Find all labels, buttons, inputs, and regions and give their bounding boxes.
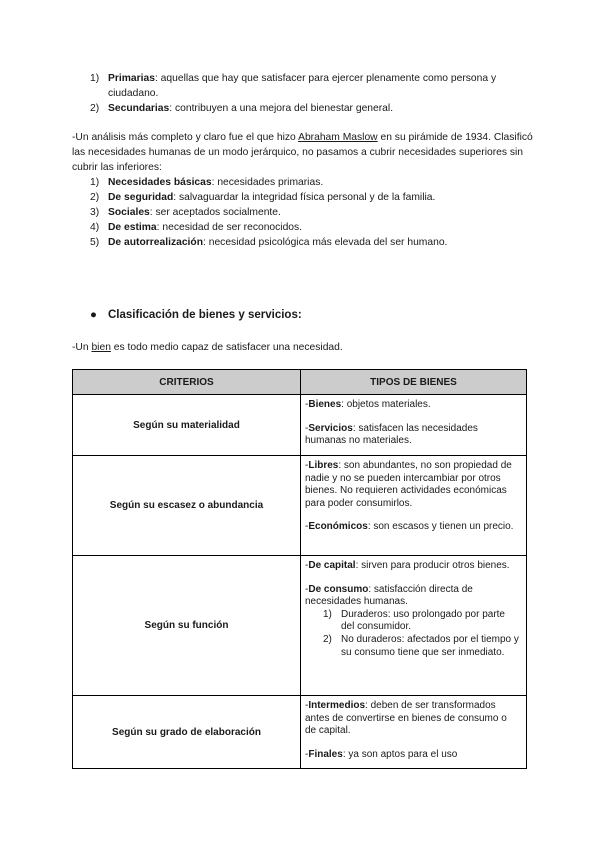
item-prefix: - [305, 460, 309, 471]
needs-primary-secondary-list [72, 71, 542, 116]
item-prefix: - [305, 422, 309, 434]
list-term: Necesidades básicas [108, 177, 212, 188]
list-desc: : aquellas que hay que satisfacer para ejercer plenamente como persona y ciudadano. [108, 73, 497, 99]
tipo-item [305, 423, 520, 448]
item-term: De capital [308, 560, 356, 571]
list-term: De autorrealización [108, 237, 203, 248]
item-desc: : son abundantes, no son propiedad de nadie y no se pueden intercambiar por otros bienes. No requieren actividades económicas para poder consumirlos. [305, 460, 512, 509]
maslow-list [72, 175, 542, 250]
sub-text: Duraderos: uso prolongado por parte del consumidor. [341, 608, 505, 633]
list-desc: : necesidad de ser reconocidos. [156, 222, 303, 233]
criterio-cell: Según su función [73, 556, 301, 696]
criterio-cell: Según su escasez o abundancia [73, 456, 301, 556]
list-desc: : salvaguardar la integridad física personal y de la familia. [173, 192, 436, 203]
list-term: Secundarias [108, 103, 170, 114]
sub-number: 1) [323, 608, 332, 620]
list-item [72, 101, 542, 116]
list-desc: : ser aceptados socialmente. [149, 207, 281, 218]
list-item [72, 190, 542, 205]
list-desc: : contribuyen a una mejora del bienestar general. [169, 103, 394, 114]
tipo-item [305, 460, 520, 510]
item-prefix: - [305, 399, 309, 410]
criterio-cell: Según su materialidad [73, 395, 301, 456]
item-term: Intermedios [308, 700, 366, 711]
list-desc: : necesidad psicológica más elevada del ser humano. [203, 237, 448, 248]
list-term: Sociales [108, 207, 150, 218]
tipo-item [305, 584, 520, 609]
item-term: Servicios [308, 422, 353, 434]
list-number: 1) [90, 73, 100, 84]
tipo-item [305, 749, 520, 762]
bien-definition [72, 340, 542, 355]
sub-text: No duraderos: afectados por el tiempo y su consumo tiene que ser inmediato. [341, 633, 519, 658]
table-row [73, 556, 527, 696]
maslow-text-pre: -Un análisis más completo y claro fue el que hizo [72, 132, 299, 143]
item-desc: : objetos materiales. [341, 399, 431, 410]
table-row [73, 456, 527, 556]
item-desc: : deben de ser transformados antes de convertirse en bienes de consumo o de capital. [305, 700, 507, 737]
table-header-row [73, 370, 527, 395]
item-prefix: - [305, 583, 309, 595]
list-item [72, 175, 542, 190]
list-number: 2) [90, 103, 100, 114]
header-criterios: CRITERIOS [73, 370, 301, 395]
item-prefix: - [305, 521, 309, 533]
table-row [73, 395, 527, 456]
sub-number: 2) [323, 633, 332, 645]
list-term: Primarias [108, 73, 155, 84]
item-term: Económicos [308, 521, 368, 533]
tipo-item [305, 700, 520, 738]
list-item [72, 220, 542, 235]
bullet-icon: ● [90, 309, 97, 321]
tipo-item [305, 521, 520, 534]
item-term: Bienes [308, 399, 342, 410]
item-term: Finales [308, 748, 343, 760]
criterio-cell: Según su grado de elaboración [73, 696, 301, 769]
list-item [72, 205, 542, 220]
maslow-paragraph [72, 130, 542, 175]
list-number: 1) [90, 177, 100, 188]
bien-text-post: es todo medio capaz de satisfacer una necesidad. [110, 342, 343, 353]
item-term: Libres [308, 460, 339, 471]
list-item [72, 235, 542, 250]
table-row [73, 696, 527, 769]
list-number: 2) [90, 192, 100, 203]
item-desc: : son escasos y tienen un precio. [367, 521, 514, 533]
tipos-cell [301, 395, 527, 456]
item-desc: : satisfacción directa de necesidades humanas. [305, 583, 473, 608]
list-number: 5) [90, 237, 100, 248]
tipos-cell [301, 456, 527, 556]
bien-link[interactable]: bien [91, 342, 111, 353]
tipos-cell [301, 556, 527, 696]
sub-item [305, 634, 520, 659]
bien-text-pre: -Un [72, 342, 92, 353]
header-tipos: TIPOS DE BIENES [301, 370, 527, 395]
list-term: De estima [108, 222, 157, 233]
item-desc: : ya son aptos para el uso [342, 748, 458, 760]
item-prefix: - [305, 748, 309, 760]
section-title: Clasificación de bienes y servicios: [108, 309, 302, 321]
item-prefix: - [305, 560, 309, 571]
maslow-link[interactable]: Abraham Maslow [298, 132, 378, 143]
item-prefix: - [305, 700, 309, 711]
tipos-cell [301, 696, 527, 769]
list-number: 4) [90, 222, 100, 233]
item-desc: : sirven para producir otros bienes. [355, 560, 510, 571]
maslow-text-post: en su pirámide de 1934. Clasificó las necesidades humanas de un modo jerárquico, no pasamos a cubrir necesidades superiores sin cubrir las inferiores: [72, 132, 533, 173]
list-number: 3) [90, 207, 100, 218]
tipo-item [305, 399, 520, 412]
goods-classification-table [72, 369, 527, 769]
list-term: De seguridad [108, 192, 174, 203]
sub-item [305, 609, 520, 634]
tipo-item [305, 560, 520, 573]
item-term: De consumo [308, 583, 369, 595]
list-desc: : necesidades primarias. [211, 177, 324, 188]
list-item [72, 71, 542, 101]
item-desc: : satisfacen las necesidades humanas no materiales. [305, 422, 478, 447]
